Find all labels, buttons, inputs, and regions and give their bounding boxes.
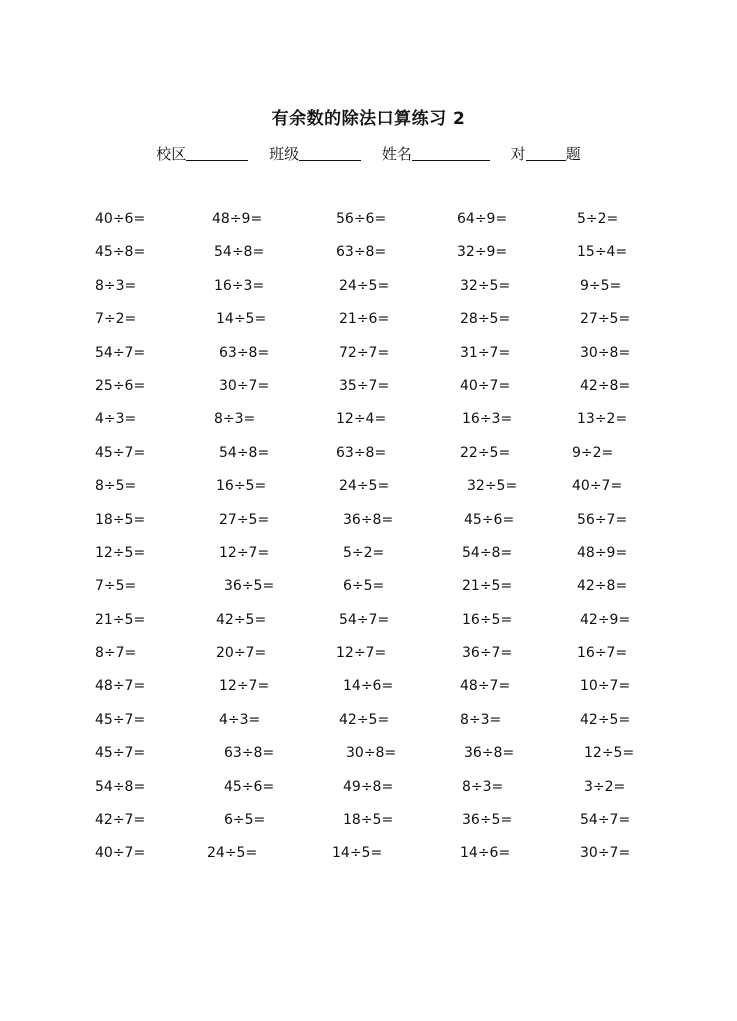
division-problem: 20÷7=	[216, 645, 267, 662]
division-problem: 49÷8=	[343, 778, 394, 795]
division-problem: 63÷8=	[336, 444, 387, 461]
division-problem: 72÷7=	[339, 344, 390, 361]
score-field	[511, 143, 581, 164]
division-problem: 24÷5=	[207, 845, 258, 862]
division-problem: 12÷4=	[336, 411, 387, 428]
division-problem: 10÷7=	[580, 678, 631, 695]
problem-grid	[0, 202, 737, 870]
division-problem: 22÷5=	[460, 444, 511, 461]
problem-row	[0, 369, 737, 402]
division-problem: 42÷8=	[577, 578, 628, 595]
division-problem: 54÷7=	[580, 812, 631, 829]
division-problem: 64÷9=	[457, 211, 508, 227]
division-problem: 16÷3=	[462, 411, 513, 428]
division-problem: 63÷8=	[219, 344, 270, 361]
division-problem: 54÷8=	[219, 444, 270, 461]
division-problem: 40÷7=	[95, 845, 146, 862]
division-problem: 12÷7=	[219, 678, 270, 695]
division-problem: 8÷5=	[95, 478, 137, 495]
division-problem: 54÷8=	[462, 544, 513, 561]
correct-count-blank[interactable]	[526, 145, 566, 161]
name-label: 姓名	[381, 145, 412, 163]
division-problem: 45÷7=	[95, 745, 146, 762]
division-problem: 8÷3=	[214, 411, 256, 428]
problem-row	[0, 703, 737, 736]
division-problem: 7÷2=	[95, 311, 137, 328]
division-problem: 42÷5=	[339, 711, 390, 728]
problem-row	[0, 503, 737, 536]
division-problem: 45÷6=	[224, 778, 275, 795]
division-problem: 14÷6=	[460, 845, 511, 862]
division-problem: 40÷7=	[460, 377, 511, 394]
division-problem: 9÷5=	[580, 277, 622, 294]
division-problem: 21÷5=	[95, 611, 146, 628]
division-problem: 12÷7=	[336, 645, 387, 662]
problem-row	[0, 636, 737, 669]
correct-label: 对	[510, 145, 526, 163]
division-problem: 25÷6=	[95, 377, 146, 394]
division-problem: 31÷7=	[460, 344, 511, 361]
division-problem: 30÷8=	[346, 745, 397, 762]
division-problem: 14÷6=	[343, 678, 394, 695]
problem-row	[0, 202, 737, 235]
division-problem: 12÷5=	[95, 544, 146, 561]
class-label: 班级	[269, 145, 300, 163]
division-problem: 32÷5=	[467, 478, 518, 495]
division-problem: 48÷7=	[95, 678, 146, 695]
division-problem: 42÷9=	[580, 611, 631, 628]
problem-row	[0, 770, 737, 803]
division-problem: 48÷9=	[212, 211, 263, 227]
division-problem: 5÷2=	[577, 211, 619, 227]
division-problem: 42÷5=	[580, 711, 631, 728]
problem-row	[0, 336, 737, 369]
name-field	[382, 143, 490, 164]
division-problem: 8÷3=	[460, 711, 502, 728]
division-problem: 18÷5=	[95, 511, 146, 528]
division-problem: 35÷7=	[339, 377, 390, 394]
problem-row	[0, 302, 737, 335]
division-problem: 42÷8=	[580, 377, 631, 394]
division-problem: 42÷7=	[95, 812, 146, 829]
division-problem: 54÷7=	[95, 344, 146, 361]
division-problem: 32÷5=	[460, 277, 511, 294]
division-problem: 36÷5=	[462, 812, 513, 829]
division-problem: 40÷7=	[572, 478, 623, 495]
division-problem: 12÷7=	[219, 544, 270, 561]
division-problem: 18÷5=	[343, 812, 394, 829]
problem-row	[0, 603, 737, 636]
division-problem: 5÷2=	[343, 544, 385, 561]
name-blank[interactable]	[412, 145, 490, 161]
division-problem: 56÷6=	[336, 211, 387, 227]
problem-row	[0, 736, 737, 769]
division-problem: 45÷8=	[95, 244, 146, 261]
campus-label: 校区	[156, 145, 187, 163]
division-problem: 4÷3=	[219, 711, 261, 728]
problem-row	[0, 469, 737, 502]
division-problem: 24÷5=	[339, 277, 390, 294]
questions-label: 题	[565, 145, 581, 163]
division-problem: 32÷9=	[457, 244, 508, 261]
class-blank[interactable]	[299, 145, 361, 161]
division-problem: 27÷5=	[219, 511, 270, 528]
division-problem: 36÷8=	[343, 511, 394, 528]
division-problem: 16÷5=	[462, 611, 513, 628]
division-problem: 21÷6=	[339, 311, 390, 328]
division-problem: 27÷5=	[580, 311, 631, 328]
campus-blank[interactable]	[186, 145, 248, 161]
division-problem: 30÷7=	[219, 377, 270, 394]
division-problem: 54÷8=	[95, 778, 146, 795]
division-problem: 9÷2=	[572, 444, 614, 461]
division-problem: 36÷7=	[462, 645, 513, 662]
division-problem: 36÷5=	[224, 578, 275, 595]
problem-row	[0, 669, 737, 702]
campus-field	[156, 143, 248, 164]
division-problem: 30÷8=	[580, 344, 631, 361]
division-problem: 63÷8=	[224, 745, 275, 762]
division-problem: 28÷5=	[460, 311, 511, 328]
division-problem: 42÷5=	[216, 611, 267, 628]
division-problem: 45÷6=	[464, 511, 515, 528]
division-problem: 15÷4=	[577, 244, 628, 261]
division-problem: 16÷5=	[216, 478, 267, 495]
division-problem: 8÷3=	[95, 277, 137, 294]
division-problem: 21÷5=	[462, 578, 513, 595]
class-field	[269, 143, 361, 164]
division-problem: 6÷5=	[224, 812, 266, 829]
division-problem: 14÷5=	[332, 845, 383, 862]
division-problem: 56÷7=	[577, 511, 628, 528]
division-problem: 8÷3=	[462, 778, 504, 795]
division-problem: 30÷7=	[580, 845, 631, 862]
problem-row	[0, 569, 737, 602]
worksheet-title: 有余数的除法口算练习 2	[271, 109, 466, 129]
division-problem: 16÷7=	[577, 645, 628, 662]
problem-row	[0, 803, 737, 836]
problem-row	[0, 235, 737, 268]
division-problem: 16÷3=	[214, 277, 265, 294]
division-problem: 8÷7=	[95, 645, 137, 662]
problem-row	[0, 269, 737, 302]
division-problem: 48÷9=	[577, 544, 628, 561]
division-problem: 48÷7=	[460, 678, 511, 695]
problem-row	[0, 836, 737, 869]
division-problem: 14÷5=	[216, 311, 267, 328]
division-problem: 4÷3=	[95, 411, 137, 428]
division-problem: 45÷7=	[95, 711, 146, 728]
problem-row	[0, 536, 737, 569]
division-problem: 7÷5=	[95, 578, 137, 595]
division-problem: 63÷8=	[336, 244, 387, 261]
problem-row	[0, 402, 737, 435]
problem-row	[0, 436, 737, 469]
division-problem: 45÷7=	[95, 444, 146, 461]
division-problem: 12÷5=	[584, 745, 635, 762]
division-problem: 6÷5=	[343, 578, 385, 595]
division-problem: 40÷6=	[95, 211, 146, 227]
student-info-line	[0, 143, 737, 164]
division-problem: 13÷2=	[577, 411, 628, 428]
division-problem: 36÷8=	[464, 745, 515, 762]
division-problem: 3÷2=	[584, 778, 626, 795]
division-problem: 54÷7=	[339, 611, 390, 628]
division-problem: 24÷5=	[339, 478, 390, 495]
division-problem: 54÷8=	[214, 244, 265, 261]
